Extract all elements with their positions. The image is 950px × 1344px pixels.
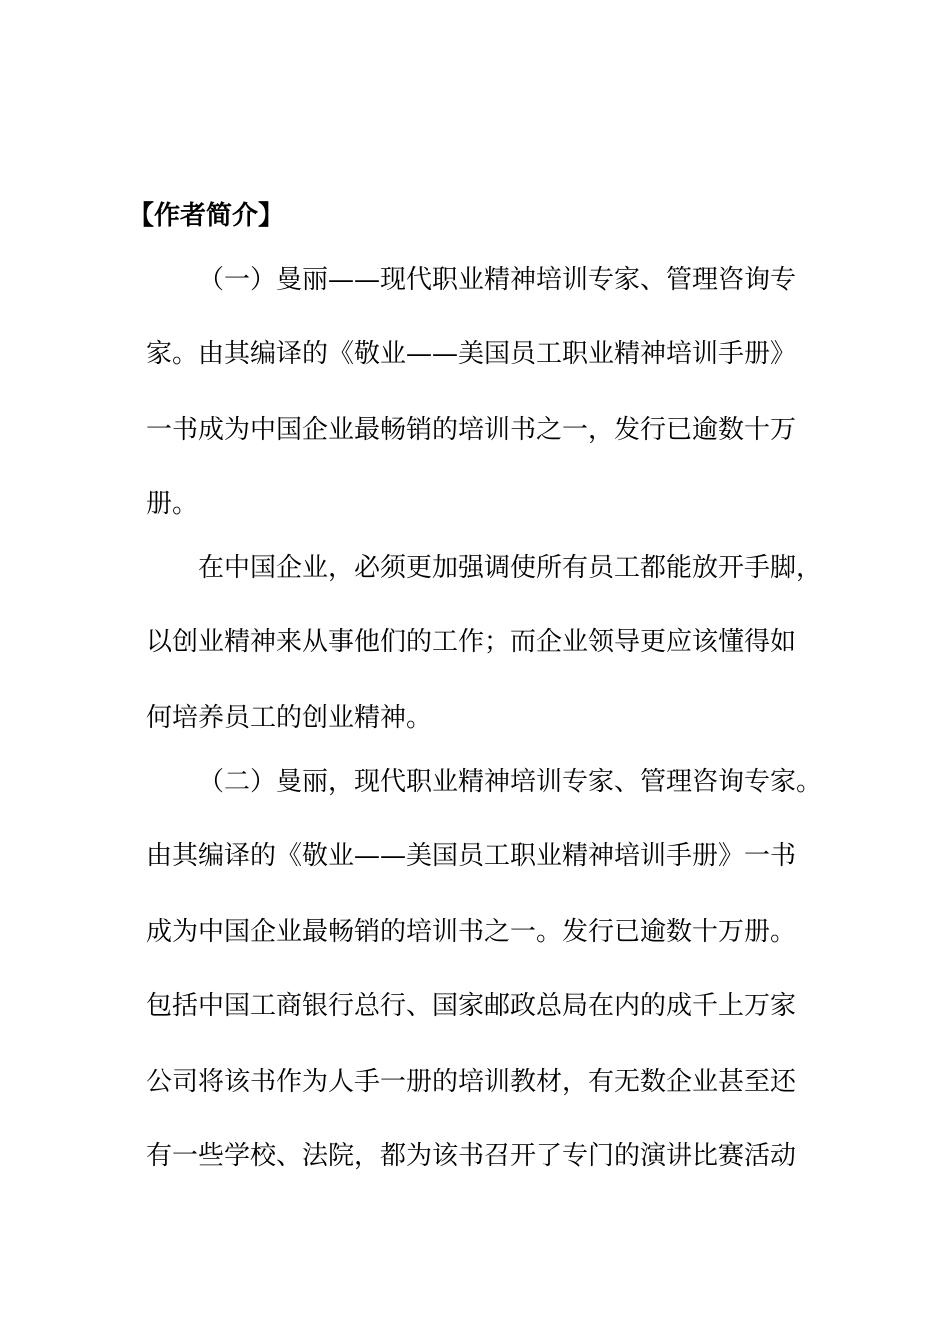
paragraph-line: 家。由其编译的《敬业——美国员工职业精神培训手册》 [146,339,797,369]
section-heading: 【作者简介】 [128,201,285,231]
paragraph-line: 以创业精神来从事他们的工作；而企业领导更应该懂得如 [146,627,797,657]
paragraph-line: 成为中国企业最畅销的培训书之一。发行已逾数十万册。 [146,917,797,947]
paragraph-line: 何培养员工的创业精神。 [146,703,433,733]
paragraph-line: 在中国企业，必须更加强调使所有员工都能放开手脚， [198,553,823,583]
paragraph-line: 一书成为中国企业最畅销的培训书之一，发行已逾数十万 [146,415,797,445]
paragraph-line: 由其编译的《敬业——美国员工职业精神培训手册》一书 [146,841,797,871]
paragraph-line: 有一些学校、法院，都为该书召开了专门的演讲比赛活动 [146,1141,797,1171]
paragraph-line: （一）曼丽——现代职业精神培训专家、管理咨询专 [198,265,797,295]
paragraph-line: 册。 [146,489,199,519]
paragraph-line: 公司将该书作为人手一册的培训教材，有无数企业甚至还 [146,1067,797,1097]
paragraph-line: （二）曼丽，现代职业精神培训专家、管理咨询专家。 [198,767,823,797]
paragraph-line: 包括中国工商银行总行、国家邮政总局在内的成千上万家 [146,991,797,1021]
